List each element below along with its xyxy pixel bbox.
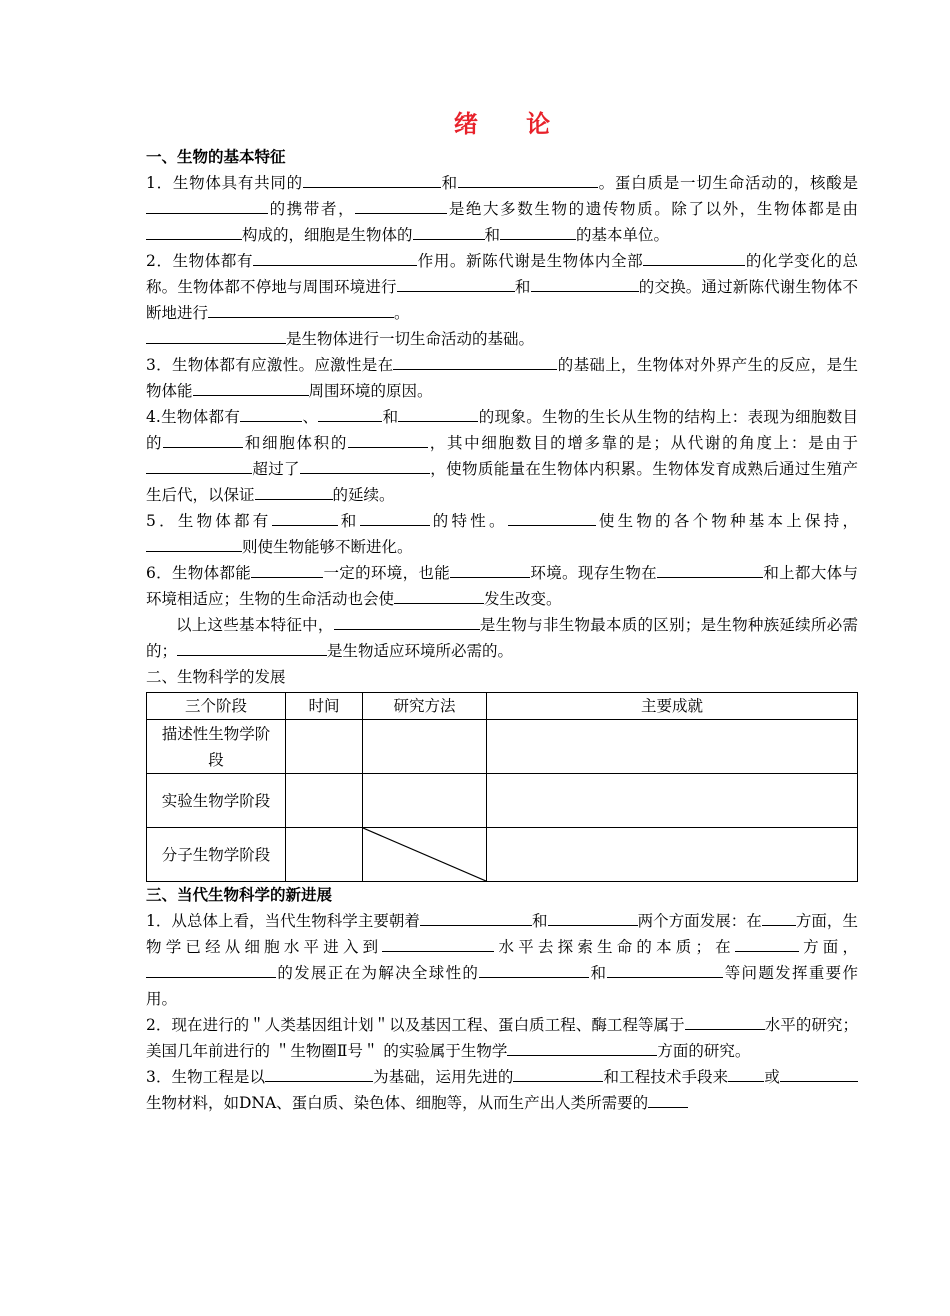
fill-blank[interactable]	[398, 405, 478, 422]
fill-blank[interactable]	[355, 197, 447, 214]
paragraph-3-3: 3．生物工程是以 为基础，运用先进的 和工程技术手段来 或生物材料，如DNA、蛋白质、染色体、细胞等，从而生产出人类所需要的	[146, 1064, 858, 1116]
fill-blank[interactable]	[300, 457, 430, 474]
fill-blank[interactable]	[685, 1013, 765, 1030]
fill-blank[interactable]	[177, 639, 327, 656]
method-cell[interactable]	[363, 774, 487, 828]
table-row	[147, 720, 858, 774]
fill-blank[interactable]	[253, 249, 417, 266]
fill-blank[interactable]	[272, 509, 338, 526]
time-cell[interactable]	[286, 720, 363, 774]
stage-cell: 分子生物学阶段	[147, 828, 286, 882]
fill-blank[interactable]	[531, 275, 639, 292]
paragraph-3-2: 2．现在进行的＂人类基因组计划＂以及基因工程、蛋白质工程、酶工程等属于 水平的研究；美国几年前进行的 ＂生物圈Ⅱ号＂ 的实验属于生物学 方面的研究。	[146, 1012, 858, 1064]
table-row	[147, 828, 858, 882]
fill-blank[interactable]	[382, 935, 494, 952]
stage-cell: 描述性生物学阶段	[147, 720, 286, 774]
fill-blank[interactable]	[146, 327, 286, 344]
section-2-heading: 二、生物科学的发展	[146, 668, 286, 686]
fill-blank[interactable]	[513, 1065, 603, 1082]
table-header-row	[147, 693, 858, 720]
fill-blank[interactable]	[657, 561, 763, 578]
fill-blank[interactable]	[303, 171, 441, 188]
fill-blank[interactable]	[334, 613, 480, 630]
fill-blank[interactable]	[735, 935, 799, 952]
table-row	[147, 774, 858, 828]
fill-blank[interactable]	[458, 171, 598, 188]
time-cell[interactable]	[286, 774, 363, 828]
fill-blank[interactable]	[413, 223, 485, 240]
fill-blank[interactable]	[318, 405, 382, 422]
page-title: 绪 论	[453, 109, 571, 138]
section-3-heading: 三、当代生物科学的新进展	[146, 886, 333, 904]
col-header-method: 研究方法	[363, 693, 487, 720]
fill-blank[interactable]	[397, 275, 515, 292]
paragraph-1-3: 3．生物体都有应激性。应激性是在 的基础上，生物体对外界产生的反应，是生物体能 周围环境的原因。	[146, 352, 858, 404]
development-table	[146, 692, 858, 882]
fill-blank[interactable]	[393, 353, 557, 370]
fill-blank[interactable]	[500, 223, 576, 240]
col-header-achievement: 主要成就	[487, 693, 858, 720]
fill-blank[interactable]	[728, 1065, 764, 1082]
fill-blank[interactable]	[348, 431, 428, 448]
fill-blank[interactable]	[146, 535, 242, 552]
paragraph-1-2: 2．生物体都有 作用。新陈代谢是生物体内全部 的化学变化的总称。生物体都不停地与周围环境进行 和 的交换。通过新陈代谢生物体不断地进行 。 是生物体进行一切生命活动的基础。	[146, 248, 858, 352]
paragraph-1-5: 5．生物体都有 和 的特性。 使生物的各个物种基本上保持，则使生物能够不断进化。	[146, 508, 858, 560]
fill-blank[interactable]	[360, 509, 430, 526]
fill-blank[interactable]	[648, 1091, 688, 1108]
fill-blank[interactable]	[420, 909, 532, 926]
section-1-heading: 一、生物的基本特征	[146, 148, 286, 166]
fill-blank[interactable]	[146, 961, 276, 978]
stage-cell: 实验生物学阶段	[147, 774, 286, 828]
fill-blank[interactable]	[146, 197, 268, 214]
fill-blank[interactable]	[643, 249, 745, 266]
col-header-stage: 三个阶段	[147, 693, 286, 720]
paragraph-1-7: 以上这些基本特征中， 是生物与非生物最本质的区别；是生物种族延续所必需的； 是生物适应环境所必需的。	[146, 612, 858, 664]
diagonal-line	[363, 828, 486, 881]
fill-blank[interactable]	[508, 509, 596, 526]
fill-blank[interactable]	[607, 961, 723, 978]
achievement-cell[interactable]	[487, 720, 858, 774]
fill-blank[interactable]	[762, 909, 796, 926]
fill-blank[interactable]	[240, 405, 302, 422]
fill-blank[interactable]	[251, 561, 323, 578]
achievement-cell[interactable]	[487, 774, 858, 828]
fill-blank[interactable]	[265, 1065, 373, 1082]
paragraph-1-6: 6．生物体都能 一定的环境，也能 环境。现存生物在 和上都大体与环境相适应；生物的生命活动也会使 发生改变。	[146, 560, 858, 612]
fill-blank[interactable]	[255, 483, 333, 500]
time-cell[interactable]	[286, 828, 363, 882]
fill-blank[interactable]	[479, 961, 589, 978]
fill-blank[interactable]	[146, 457, 252, 474]
col-header-time: 时间	[286, 693, 363, 720]
paragraph-1-4: 4.生物体都有 、 和 的现象。生物的生长从生物的结构上：表现为细胞数目的 和细胞体积的 ，其中细胞数目的增多靠的是；从代谢的角度上：是由于超过了 ，使物质能量在生物体内积累。生物体发育成熟后通过生殖产生后代，以保证 的延续。	[146, 404, 858, 508]
fill-blank[interactable]	[507, 1039, 657, 1056]
paragraph-1-1: 1．生物体具有共同的 和 。蛋白质是一切生命活动的，核酸是的携带者， 是绝大多数生物的遗传物质。除了以外，生物体都是由构成的，细胞是生物体的 和 的基本单位。	[146, 170, 858, 248]
method-cell[interactable]	[363, 720, 487, 774]
fill-blank[interactable]	[146, 223, 242, 240]
paragraph-3-1: 1．从总体上看，当代生物科学主要朝着 和 两个方面发展：在 方面，生物学已经从细胞水平进入到 水平去探索生命的本质；在 方面，的发展正在为解决全球性的 和 等问题发挥重要作用。	[146, 908, 858, 1012]
fill-blank[interactable]	[450, 561, 530, 578]
achievement-cell[interactable]	[487, 828, 858, 882]
method-cell-crossed	[363, 828, 487, 882]
fill-blank[interactable]	[548, 909, 638, 926]
worksheet-page	[146, 104, 858, 1116]
fill-blank[interactable]	[780, 1065, 858, 1082]
fill-blank[interactable]	[394, 587, 484, 604]
fill-blank[interactable]	[163, 431, 243, 448]
fill-blank[interactable]	[193, 379, 309, 396]
fill-blank[interactable]	[208, 301, 394, 318]
